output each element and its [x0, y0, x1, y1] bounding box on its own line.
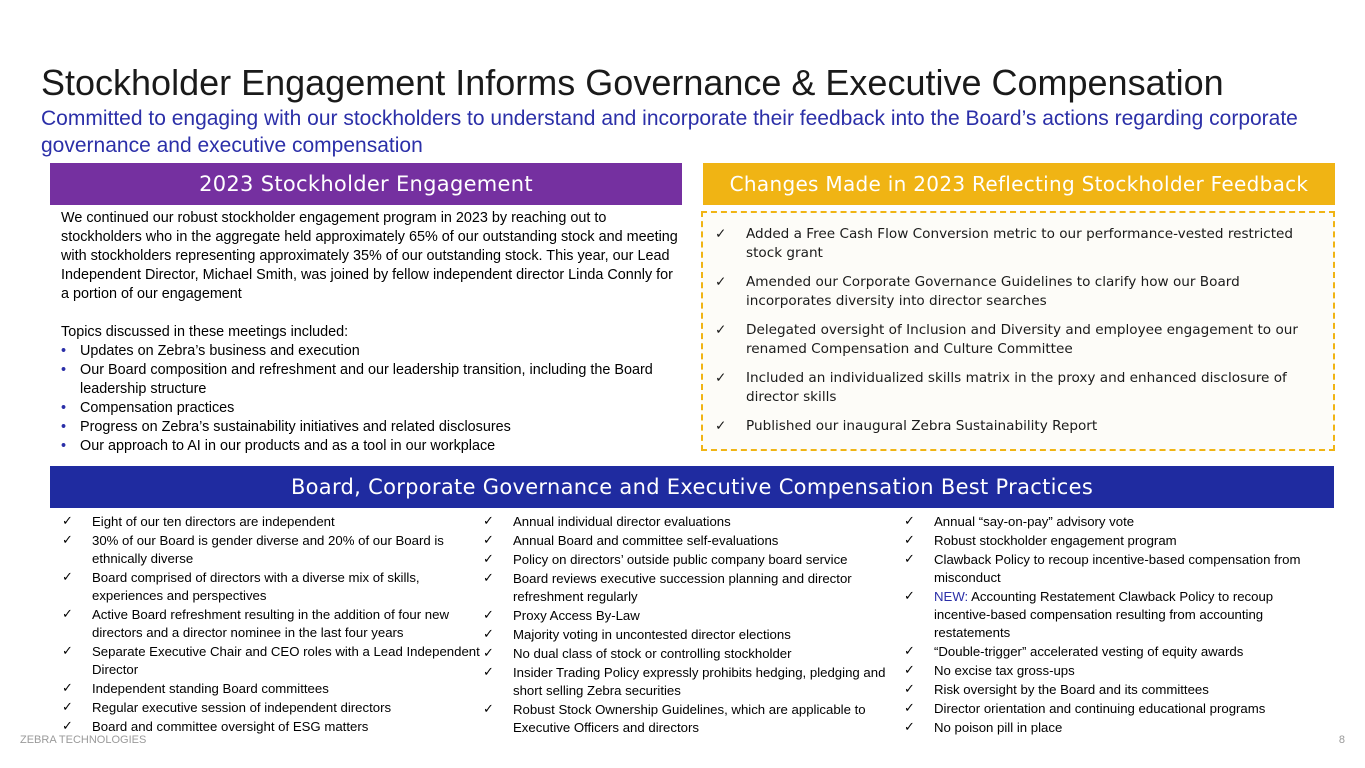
practices-column-1	[61, 513, 481, 737]
checkmark-icon: ✓	[483, 627, 494, 642]
practice-text: Eight of our ten directors are independent	[92, 514, 335, 529]
engagement-intro: We continued our robust stockholder engagement program in 2023 by reaching out to stockholders who in the aggregate held approximately 65% of our outstanding stock and meeting with stockholders representing approximately 35% of our outstanding stock. This year, our Lead Independent Director, Michael Smith, was joined by fellow independent director Linda Connly for a portion of our engagement	[61, 210, 678, 302]
practice-item	[482, 701, 897, 737]
practice-item	[61, 532, 481, 568]
practice-item	[903, 719, 1313, 737]
changes-heading: Changes Made in 2023 Reflecting Stockholder Feedback	[703, 163, 1335, 205]
practice-text: “Double-trigger” accelerated vesting of equity awards	[934, 644, 1244, 659]
checkmark-icon: ✓	[483, 571, 494, 586]
practice-text: Proxy Access By-Law	[513, 608, 640, 623]
topic-item: • Our Board composition and refreshment and our leadership transition, including the Board leadership structure	[61, 361, 681, 399]
practice-item	[482, 607, 897, 625]
practice-item	[903, 681, 1313, 699]
practice-text: Annual “say-on-pay” advisory vote	[934, 514, 1135, 529]
checkmark-icon: ✓	[715, 274, 727, 290]
checkmark-icon: ✓	[483, 702, 494, 717]
checkmark-icon: ✓	[904, 589, 915, 604]
practice-text: Insider Trading Policy expressly prohibits hedging, pledging and short selling Zebra securities	[513, 665, 886, 698]
checkmark-icon: ✓	[904, 682, 915, 697]
practice-item	[903, 588, 1313, 642]
checkmark-icon: ✓	[904, 533, 915, 548]
checkmark-icon: ✓	[483, 608, 494, 623]
checkmark-icon: ✓	[904, 644, 915, 659]
topics-list	[61, 342, 681, 456]
practice-text: Separate Executive Chair and CEO roles with a Lead Independent Director	[92, 644, 480, 677]
changes-list	[703, 213, 1333, 436]
footer-company: ZEBRA TECHNOLOGIES	[20, 734, 147, 746]
change-text: Amended our Corporate Governance Guidelines to clarify how our Board incorporates diversity into director searches	[746, 274, 1240, 309]
topics-label: Topics discussed in these meetings included:	[61, 324, 349, 340]
practice-text: No poison pill in place	[934, 720, 1063, 735]
topic-item: • Updates on Zebra’s business and execution	[61, 342, 681, 361]
practice-item	[61, 699, 481, 717]
practice-item	[903, 643, 1313, 661]
change-item	[715, 273, 1323, 311]
practice-item	[61, 569, 481, 605]
practice-item	[482, 551, 897, 569]
change-item	[715, 225, 1323, 263]
checkmark-icon: ✓	[904, 552, 915, 567]
practice-text: Board comprised of directors with a diverse mix of skills, experiences and perspectives	[92, 570, 420, 603]
practice-text: 30% of our Board is gender diverse and 20% of our Board is ethnically diverse	[92, 533, 444, 566]
checkmark-icon: ✓	[904, 701, 915, 716]
checkmark-icon: ✓	[715, 370, 727, 386]
checkmark-icon: ✓	[62, 533, 73, 548]
checkmark-icon: ✓	[483, 552, 494, 567]
practice-item	[903, 532, 1313, 550]
practice-text: Risk oversight by the Board and its committees	[934, 682, 1209, 697]
changes-box	[701, 211, 1335, 451]
practice-text: Annual Board and committee self-evaluations	[513, 533, 779, 548]
checkmark-icon: ✓	[62, 700, 73, 715]
practices-column-2	[482, 513, 897, 738]
checkmark-icon: ✓	[904, 720, 915, 735]
practice-item	[903, 551, 1313, 587]
checkmark-icon: ✓	[483, 514, 494, 529]
practice-text: Policy on directors’ outside public company board service	[513, 552, 848, 567]
practice-text: Majority voting in uncontested director elections	[513, 627, 791, 642]
checkmark-icon: ✓	[904, 663, 915, 678]
practice-text: Robust Stock Ownership Guidelines, which are applicable to Executive Officers and directors	[513, 702, 866, 735]
engagement-heading: 2023 Stockholder Engagement	[50, 163, 682, 205]
topic-item: • Progress on Zebra’s sustainability initiatives and related disclosures	[61, 418, 681, 437]
topic-item: • Our approach to AI in our products and as a tool in our workplace	[61, 437, 681, 456]
practices-column-3	[903, 513, 1313, 738]
checkmark-icon: ✓	[483, 533, 494, 548]
practice-item	[61, 513, 481, 531]
practice-item	[61, 643, 481, 679]
practice-text: Board reviews executive succession planning and director refreshment regularly	[513, 571, 852, 604]
practice-item	[482, 664, 897, 700]
practice-text: Clawback Policy to recoup incentive-based compensation from misconduct	[934, 552, 1301, 585]
practices-heading: Board, Corporate Governance and Executive Compensation Best Practices	[50, 466, 1334, 508]
engagement-section	[61, 209, 681, 456]
change-item	[715, 417, 1323, 436]
checkmark-icon: ✓	[62, 719, 73, 734]
change-text: Published our inaugural Zebra Sustainability Report	[746, 418, 1098, 434]
practice-item	[482, 645, 897, 663]
checkmark-icon: ✓	[483, 665, 494, 680]
practice-item	[482, 570, 897, 606]
change-text: Added a Free Cash Flow Conversion metric to our performance-vested restricted stock grant	[746, 226, 1294, 261]
page-title: Stockholder Engagement Informs Governance & Executive Compensation	[41, 62, 1224, 103]
practice-text: Accounting Restatement Clawback Policy to recoup incentive-based compensation resulting from accounting restatements	[934, 589, 1274, 640]
change-text: Included an individualized skills matrix in the proxy and enhanced disclosure of director skills	[746, 370, 1287, 405]
practice-text: Robust stockholder engagement program	[934, 533, 1177, 548]
checkmark-icon: ✓	[483, 646, 494, 661]
new-label: NEW:	[934, 589, 969, 604]
practice-text: No dual class of stock or controlling stockholder	[513, 646, 792, 661]
practice-item	[482, 532, 897, 550]
practice-item	[482, 626, 897, 644]
checkmark-icon: ✓	[62, 570, 73, 585]
practice-text: No excise tax gross-ups	[934, 663, 1075, 678]
practice-text: Regular executive session of independent directors	[92, 700, 392, 715]
topic-item: • Compensation practices	[61, 399, 681, 418]
change-item	[715, 321, 1323, 359]
practice-text: Board and committee oversight of ESG matters	[92, 719, 369, 734]
checkmark-icon: ✓	[62, 514, 73, 529]
practice-item	[903, 700, 1313, 718]
practice-text: Annual individual director evaluations	[513, 514, 731, 529]
practice-item	[61, 606, 481, 642]
page-subtitle: Committed to engaging with our stockholders to understand and incorporate their feedback into the Board’s actions regarding corporate governance and executive compensation	[41, 107, 1298, 157]
change-item	[715, 369, 1323, 407]
practice-text: Independent standing Board committees	[92, 681, 329, 696]
checkmark-icon: ✓	[715, 226, 727, 242]
checkmark-icon: ✓	[904, 514, 915, 529]
practice-text: Active Board refreshment resulting in the addition of four new directors and a director nominee in the last four years	[92, 607, 449, 640]
checkmark-icon: ✓	[62, 644, 73, 659]
change-text: Delegated oversight of Inclusion and Diversity and employee engagement to our renamed Compensation and Culture Committee	[746, 322, 1298, 357]
checkmark-icon: ✓	[715, 418, 727, 434]
practice-item	[903, 662, 1313, 680]
practice-item	[482, 513, 897, 531]
practice-item	[903, 513, 1313, 531]
practice-item	[61, 680, 481, 698]
checkmark-icon: ✓	[62, 607, 73, 622]
practice-text: Director orientation and continuing educational programs	[934, 701, 1266, 716]
page-number: 8	[1338, 734, 1345, 746]
checkmark-icon: ✓	[715, 322, 727, 338]
checkmark-icon: ✓	[62, 681, 73, 696]
